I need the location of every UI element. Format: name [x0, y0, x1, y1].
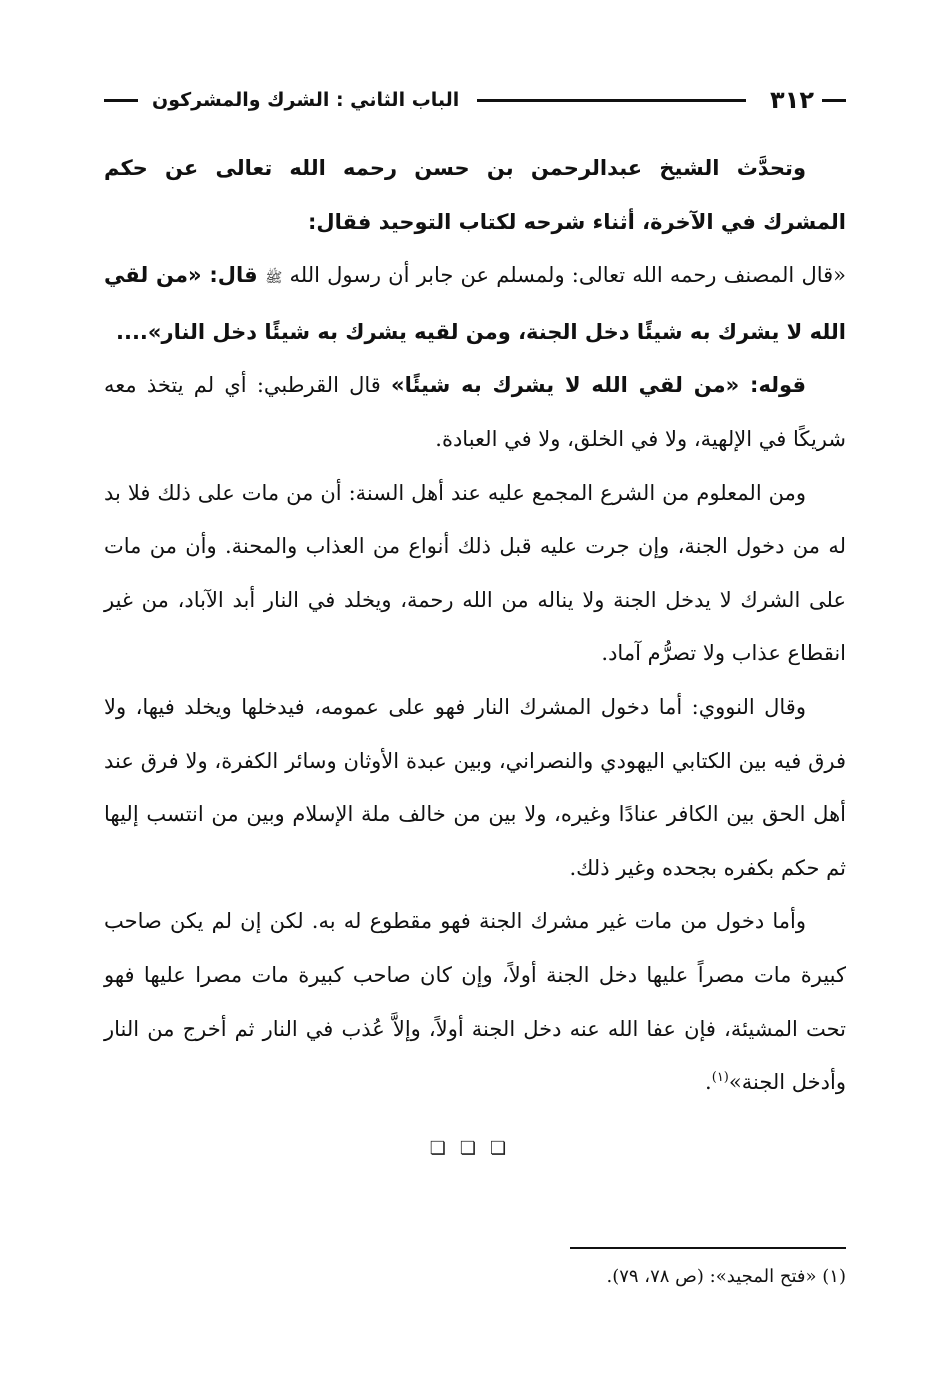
page-number: ٣١٢: [770, 86, 814, 114]
paragraph-text: «قال المصنف رحمه الله تعالى: ولمسلم عن جابر أن رسول الله: [282, 263, 846, 288]
footnote-marker: (١): [711, 1070, 729, 1086]
paragraph: [104, 359, 846, 466]
section-end-ornament: ❏❏❏: [429, 1138, 521, 1159]
honorific-glyph: ﷺ: [265, 270, 283, 287]
paragraph-text: وأما دخول من مات غير مشرك الجنة فهو مقطوع له به. لكن إن لم يكن صاحب كبيرة مات مصراً عليها دخل الجنة أولاً، وإن كان صاحب كبيرة مات مصرا عليها فهو تحت المشيئة، فإن عفا الله عنه دخل الجنة أولاً، وإلاَّ عُذب في النار ثم أخرج من النار وأدخل الجنة»: [104, 909, 846, 1095]
header-rule: [477, 99, 746, 102]
paragraph-text: قال القرطبي: أي لم يتخذ معه شريكًا في الإلهية، ولا في الخلق، ولا في العبادة.: [104, 373, 846, 451]
paragraph-end: .: [705, 1070, 712, 1095]
footnote: (١) «فتح المجيد»: (ص ٧٨، ٧٩).: [606, 1266, 846, 1287]
header-dash: [104, 99, 138, 102]
footnote-rule: [570, 1247, 846, 1249]
paragraph: وتحدَّث الشيخ عبدالرحمن بن حسن رحمه الله تعالى عن حكم المشرك في الآخرة، أثناء شرحه لكتاب التوحيد فقال:: [104, 156, 846, 234]
running-header: [104, 80, 846, 120]
chapter-title: الباب الثاني : الشرك والمشركون: [152, 89, 460, 111]
hadith-text: قال: «من لقي الله لا يشرك به شيئًا دخل الجنة، ومن لقيه يشرك به شيئًا دخل النار»....: [104, 263, 846, 344]
header-dash: [822, 99, 846, 102]
paragraph: [104, 249, 846, 359]
quoted-text: قوله: «من لقي الله لا يشرك به شيئًا»: [391, 373, 806, 398]
paragraph: [104, 895, 846, 1109]
paragraph: ومن المعلوم من الشرع المجمع عليه عند أهل السنة: أن من مات على ذلك فلا بد له من دخول الجنة، وإن جرت عليه قبل ذلك أنواع من العذاب والمحنة. وأن من مات على الشرك لا يدخل الجنة ولا يناله من الله رحمة، ويخلد في النار أبد الآباد، من غير انقطاع عذاب ولا تصرُّم آماد.: [104, 480, 846, 666]
main-text: [104, 142, 846, 1110]
paragraph: وقال النووي: أما دخول المشرك النار فهو على عمومه، فيدخلها ويخلد فيها، ولا فرق فيه بين الكتابي اليهودي والنصراني، وبين عبدة الأوثان وسائر الكفرة، ولا فرق عند أهل الحق بين الكافر عنادًا وغيره، ولا بين من خالف ملة الإسلام وبين من انتسب إليها ثم حكم بكفره بجحده وغير ذلك.: [104, 694, 846, 880]
